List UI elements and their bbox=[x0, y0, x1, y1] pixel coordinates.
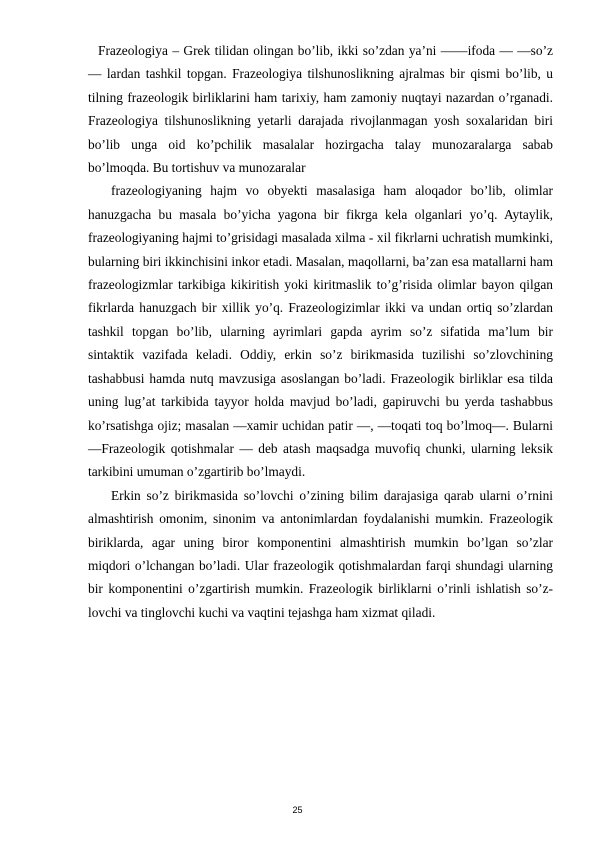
page-number: 25 bbox=[292, 805, 303, 815]
body-text bbox=[88, 39, 553, 624]
paragraph-1: Frazeologiya – Grek tilidan olingan bo’lib, ikki so’zdan ya’ni ―—ifoda — —so’z — lardan tashkil topgan. Frazeologiya tilshunoslikning ajralmas bir qismi bo’lib, u tilning frazeologik birliklarini ham tarixiy, ham zamoniy nuqtayi nazardan o’rganadi. Frazeologiya tilshunoslikning yetarli darajada rivojlanmagan yosh soxalaridan biri bo’lib unga oid ko’pchilik masalalar hozirgacha talay munozaralarga sabab bo’lmoqda. Bu tortishuv va munozaralar bbox=[88, 43, 553, 176]
paragraph-2: frazeologiyaning hajm vo obyekti masalasiga ham aloqador bo’lib, olimlar hanuzgacha bu masala bo’yicha yagona bir fikrga kela olganlari yo’q. Aytaylik, frazeologiyaning hajmi to’grisidagi masalada xilma - xil fikrlarni uchratish mumkinki, bularning biri ikkinchisini inkor etadi. Masalan, maqollarni, ba’zan esa matallarni ham frazeologizmlar tarkibiga kikiritish yoki kiritmaslik to’g’risida olimlar bayon qilgan fikrlarda hanuzgach bir xillik yo’q. Frazeologizimlar ikki va undan ortiq so’zlardan tashkil topgan bo’lib, ularning ayrimlari gapda ayrim so’z sifatida ma’lum bir sintaktik vazifada keladi. Oddiy, erkin so’z birikmasida tuzilishi so’zlovchining tashabbusi hamda nutq mavzusiga asoslangan bo’ladi. Frazeologik birliklar esa tilda uning lug’at tarkibida tayyor holda mavjud bo’ladi, gapiruvchi bu yerda tashabbus ko’rsatishga ojiz; masalan ―xamir uchidan patir —, ―toqati toq bo’lmoq—. Bularni ―Frazeologik qotishmalar — deb atash maqsadga muvofiq chunki, ularning leksik tarkibini umuman o’zgartirib bo’lmaydi. bbox=[88, 183, 553, 480]
paragraph-3: Erkin so’z birikmasida so’lovchi o’zining bilim darajasiga qarab ularni o’rnini almashtirish omonim, sinonim va antonimlardan foydalanishi mumkin. Frazeologik biriklarda, agar uning biror komponentini almashtirish mumkin bo’lgan so’zlar miqdori o’lchangan bo’ladi. Ular frazeologik qotishmalardan farqi shundagi ularning bir komponentini o’zgartirish mumkin. Frazeologik birliklarni o’rinli ishlatish so’z- lovchi va tinglovchi kuchi va vaqtini tejashga ham xizmat qiladi. bbox=[88, 487, 553, 620]
